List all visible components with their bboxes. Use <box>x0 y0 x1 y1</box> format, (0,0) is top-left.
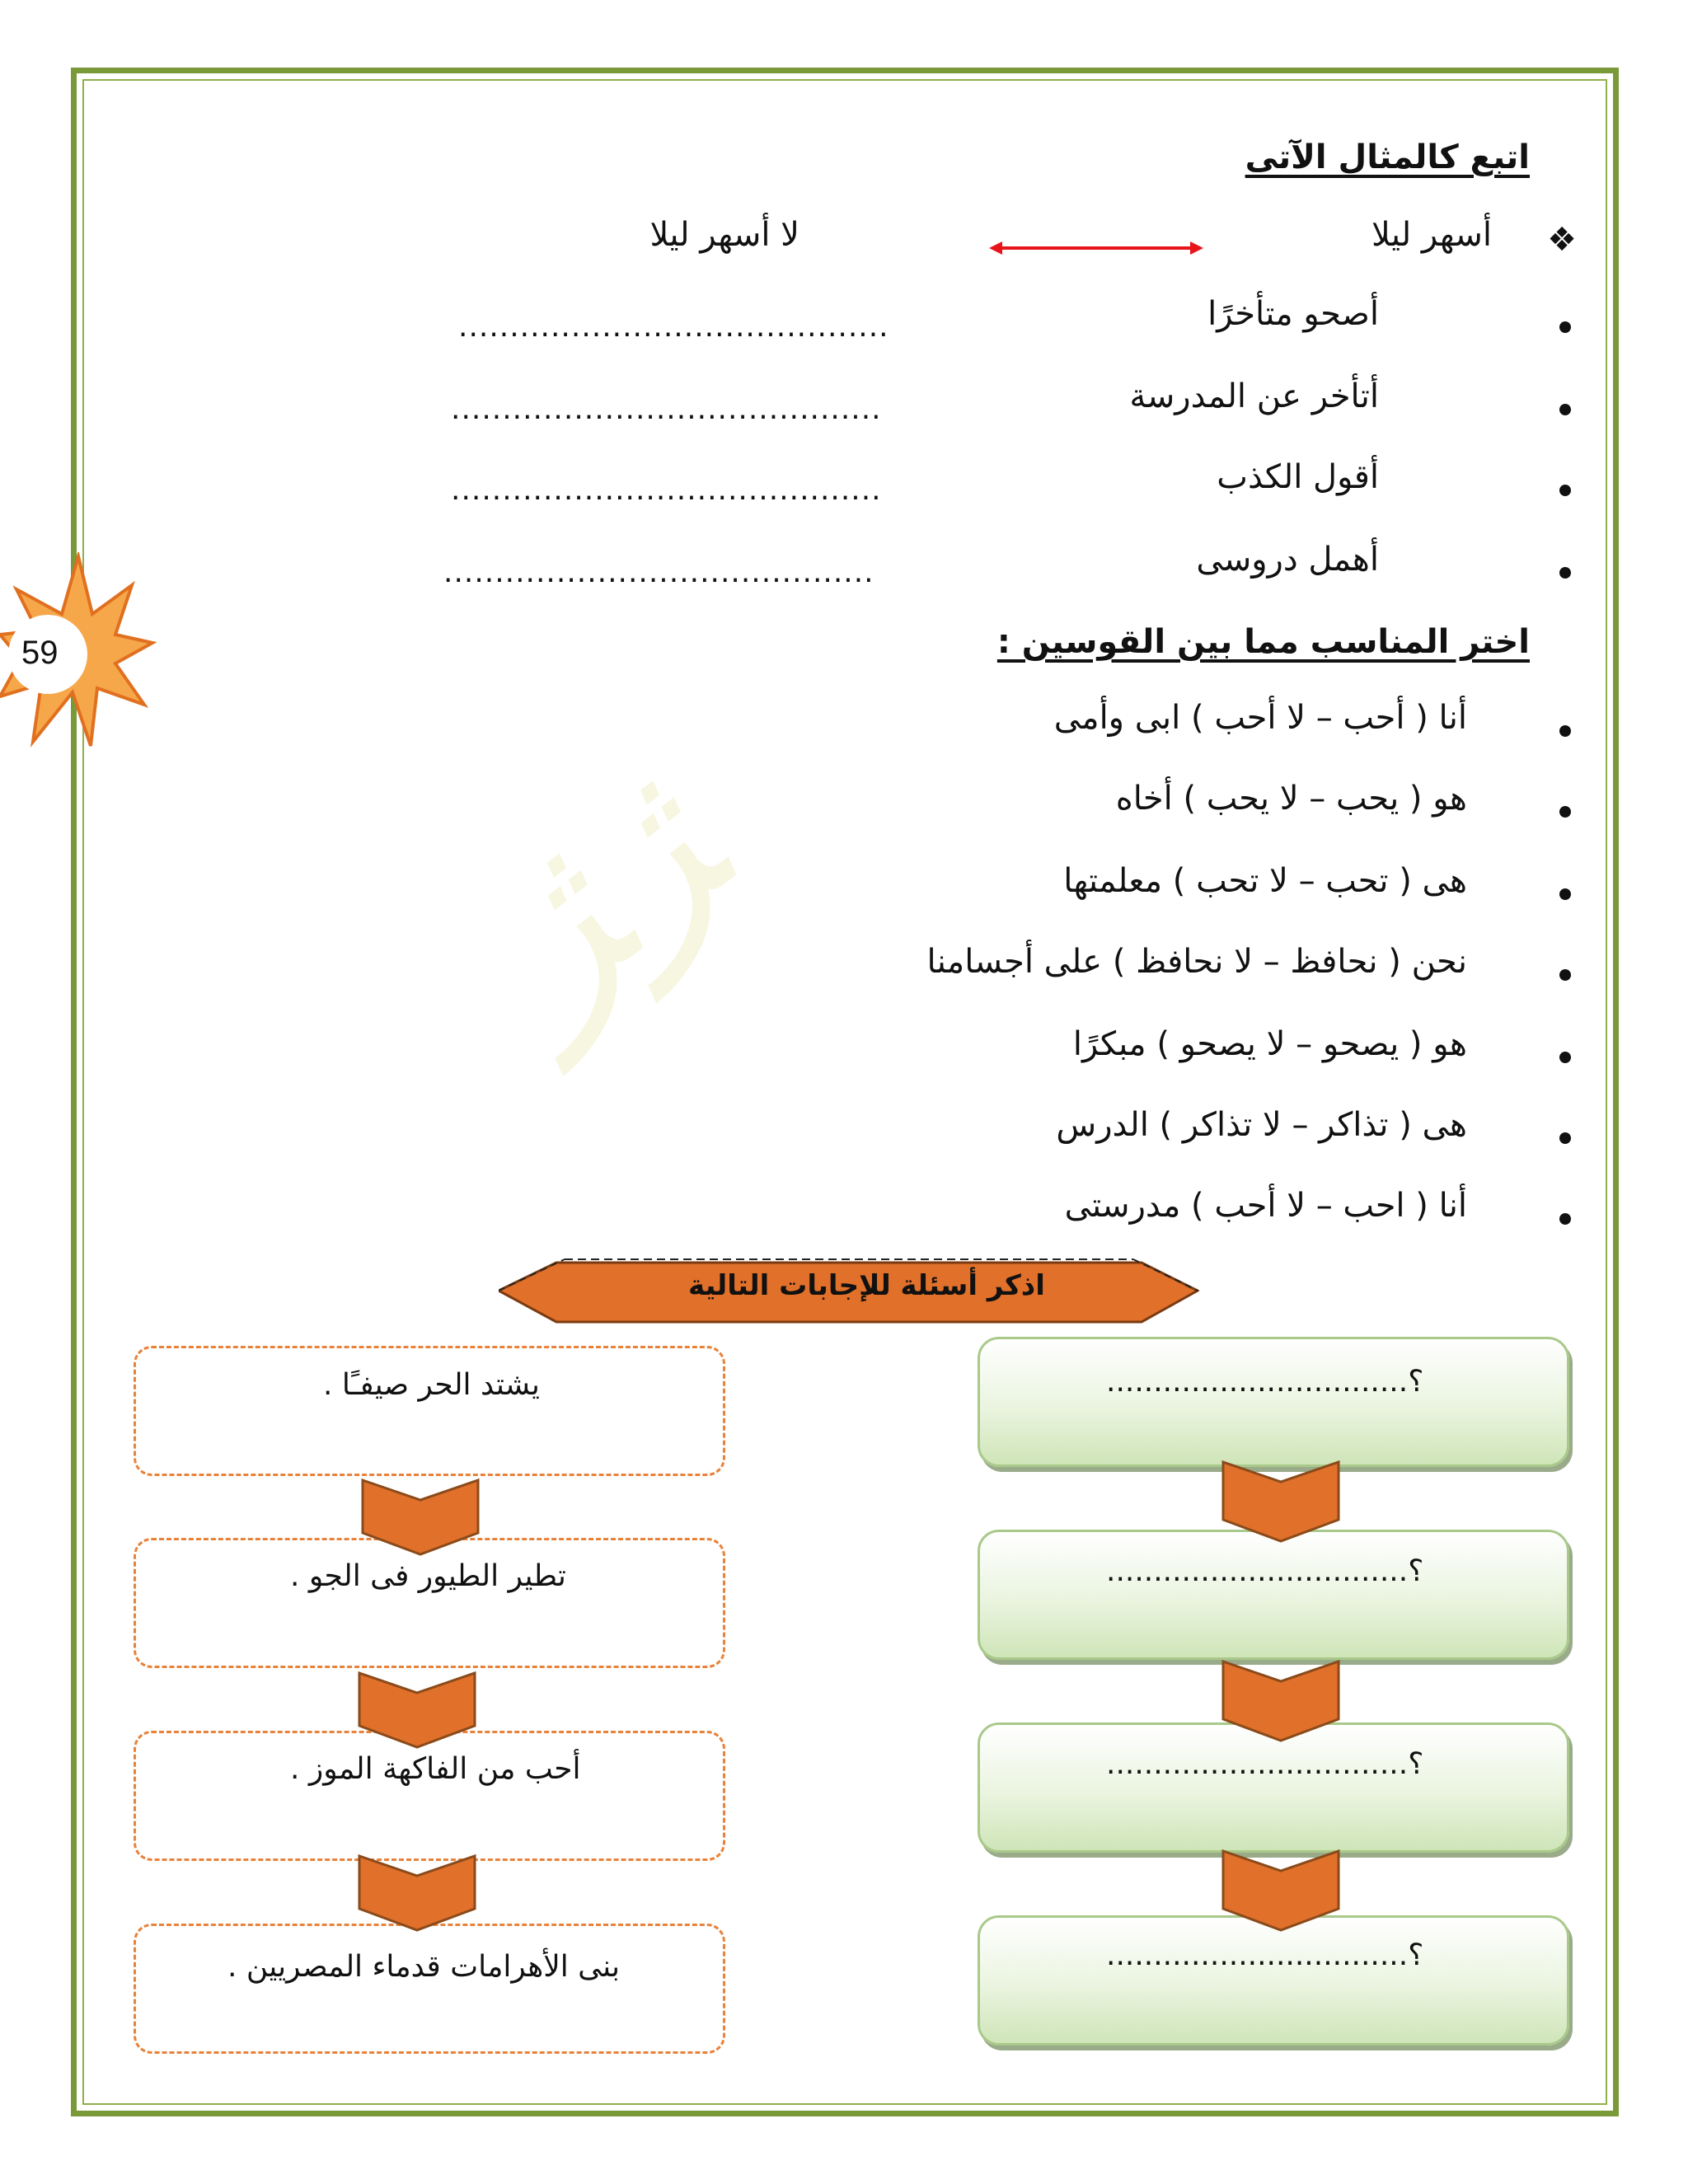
example-left: أسهر ليلا <box>1372 216 1492 254</box>
s2-item-1: أنا ( أحب – لا أحب ) ابى وأمى <box>1053 699 1467 737</box>
s2-item-5: هو ( يصحو – لا يصحو ) مبكرًا <box>1072 1025 1467 1063</box>
s2-item-7: أنا ( احب – لا أحب ) مدرستى <box>1064 1187 1467 1225</box>
double-arrow-icon <box>989 236 1203 260</box>
s1-blank-2: .......................................... <box>451 392 882 426</box>
section3-title: اذكر أسئلة للإجابات التالية <box>688 1269 1045 1302</box>
diamond-bullet-icon: ❖ <box>1547 221 1577 259</box>
s1-item-4: أهمل دروسى <box>1196 541 1379 579</box>
s1-item-2: أتأخر عن المدرسة <box>1129 377 1379 415</box>
answer-box-4 <box>134 1924 725 2054</box>
page-number: 59 <box>21 635 59 671</box>
s2-item-2: هو ( يحب – لا يحب ) أخاه <box>1115 780 1467 818</box>
question-blank-3: ................................؟ <box>1106 1747 1424 1781</box>
bullet-icon <box>1559 1132 1571 1144</box>
s1-blank-4: .......................................... <box>443 555 874 589</box>
bullet-icon <box>1559 888 1571 900</box>
s2-item-4: نحن ( نحافظ – لا نحافظ ) على أجسامنا <box>926 943 1467 981</box>
s1-blank-3: .......................................... <box>451 473 882 507</box>
bullet-icon <box>1559 725 1571 737</box>
question-blank-1: ................................؟ <box>1106 1365 1424 1399</box>
bullet-icon <box>1559 567 1571 579</box>
example-right: لا أسهر ليلا <box>649 216 799 254</box>
bullet-icon <box>1559 485 1571 496</box>
down-chevron-icon <box>1220 1640 1342 1744</box>
bullet-icon <box>1559 969 1571 981</box>
s1-item-1: أصحو متأخرًا <box>1207 295 1379 333</box>
down-chevron-icon <box>356 1835 478 1933</box>
section2-title: اختر المناسب مما بين القوسين : <box>996 623 1530 661</box>
bullet-icon <box>1559 1052 1571 1063</box>
question-blank-4: ................................؟ <box>1106 1938 1424 1972</box>
s2-item-6: هى ( تذاكر – لا تذاكر ) الدرس <box>1056 1106 1467 1144</box>
s2-item-3: هى ( تحب – لا تحب ) معلمتها <box>1063 862 1467 900</box>
answer-2: تطير الطيور فى الجو . <box>290 1559 566 1593</box>
answer-1: يشتد الحر صيفـًا . <box>323 1368 540 1402</box>
bullet-icon <box>1559 404 1571 415</box>
s1-item-3: أقول الكذب <box>1217 458 1379 496</box>
down-chevron-icon <box>1220 1830 1342 1933</box>
question-blank-2: ................................؟ <box>1106 1554 1424 1588</box>
watermark: ﮋﮋ <box>426 719 767 1062</box>
s1-blank-1: .......................................... <box>458 310 889 344</box>
bullet-icon <box>1559 806 1571 818</box>
down-chevron-icon <box>356 1652 478 1750</box>
bullet-icon <box>1559 1213 1571 1225</box>
down-chevron-icon <box>359 1459 481 1558</box>
answer-box-1 <box>134 1346 725 1476</box>
answer-3: أحب من الفاكهة الموز . <box>290 1752 581 1786</box>
bullet-icon <box>1559 321 1571 333</box>
down-chevron-icon <box>1220 1441 1342 1544</box>
section1-title: اتبع كالمثال الآتى <box>1245 138 1530 176</box>
question-box-4[interactable] <box>978 1915 1569 2046</box>
answer-4: بنى الأهرامات قدماء المصريين . <box>227 1950 621 1984</box>
